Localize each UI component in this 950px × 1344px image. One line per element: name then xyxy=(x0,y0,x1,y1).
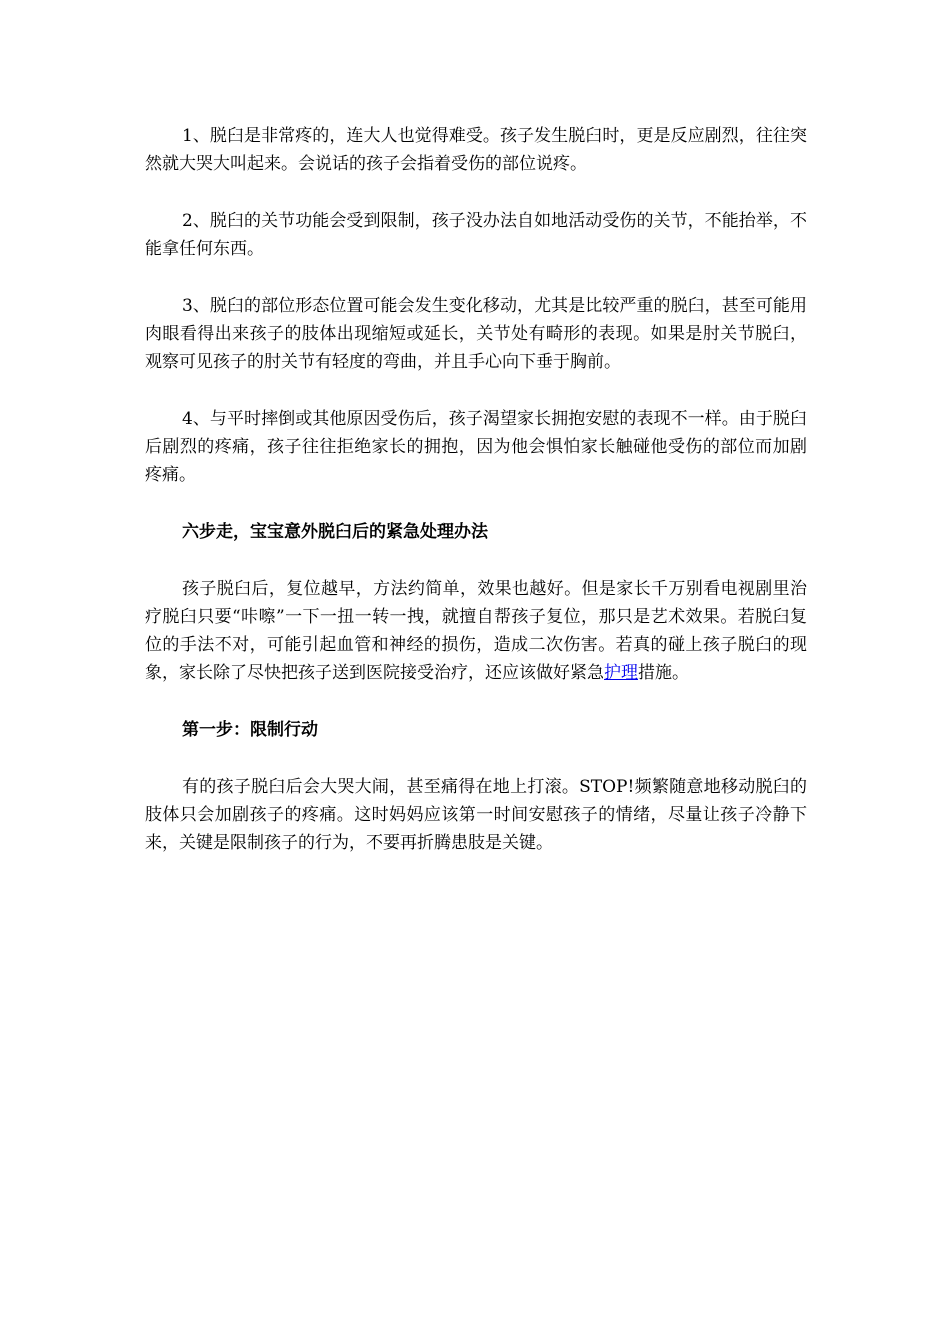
paragraph-gap xyxy=(145,489,807,518)
paragraph-six-steps-intro xyxy=(145,575,807,687)
nursing-link[interactable]: 护理 xyxy=(604,663,638,683)
intro-text-before-link: 孩子脱臼后，复位越早，方法约简单，效果也越好。但是家长千万别看电视剧里治疗脱臼只要“咔嚓”一下一扭一转一拽，就擅自帮孩子复位，那只是艺术效果。若脱臼复位的手法不对，可能引起血管和神经的损伤，造成二次伤害。若真的碰上孩子脱臼的现象，家长除了尽快把孩子送到医院接受治疗，还应该做好紧急 xyxy=(145,579,807,683)
section-heading-six-steps: 六步走，宝宝意外脱臼后的紧急处理办法 xyxy=(182,522,488,542)
intro-text-after-link: 措施。 xyxy=(638,663,689,683)
paragraph-symptom-4: 4、与平时摔倒或其他原因受伤后，孩子渴望家长拥抱安慰的表现不一样。由于脱臼后剧烈的疼痛，孩子往往拒绝家长的拥抱，因为他会惧怕家长触碰他受伤的部位而加剧疼痛。 xyxy=(145,409,807,485)
paragraph-symptom-2: 2、脱臼的关节功能会受到限制，孩子没办法自如地活动受伤的关节，不能抬举，不能拿任何东西。 xyxy=(145,211,807,259)
paragraph-gap xyxy=(145,263,807,292)
paragraph-gap xyxy=(145,178,807,207)
paragraph-step-one-body: 有的孩子脱臼后会大哭大闹，甚至痛得在地上打滚。STOP!频繁随意地移动脱臼的肢体只会加剧孩子的疼痛。这时妈妈应该第一时间安慰孩子的情绪，尽量让孩子冷静下来，关键是限制孩子的行为，不要再折腾患肢是关键。 xyxy=(145,777,807,853)
paragraph-symptom-3: 3、脱臼的部位形态位置可能会发生变化移动，尤其是比较严重的脱臼，甚至可能用肉眼看得出来孩子的肢体出现缩短或延长，关节处有畸形的表现。如果是肘关节脱臼，观察可见孩子的肘关节有轻度的弯曲，并且手心向下垂于胸前。 xyxy=(145,296,807,372)
document-page xyxy=(145,122,807,857)
paragraph-gap xyxy=(145,376,807,405)
paragraph-gap xyxy=(145,744,807,773)
section-heading-step-one: 第一步：限制行动 xyxy=(182,720,318,740)
paragraph-gap xyxy=(145,546,807,575)
paragraph-symptom-1: 1、脱臼是非常疼的，连大人也觉得难受。孩子发生脱臼时，更是反应剧烈，往往突然就大哭大叫起来。会说话的孩子会指着受伤的部位说疼。 xyxy=(145,126,807,174)
paragraph-gap xyxy=(145,687,807,716)
